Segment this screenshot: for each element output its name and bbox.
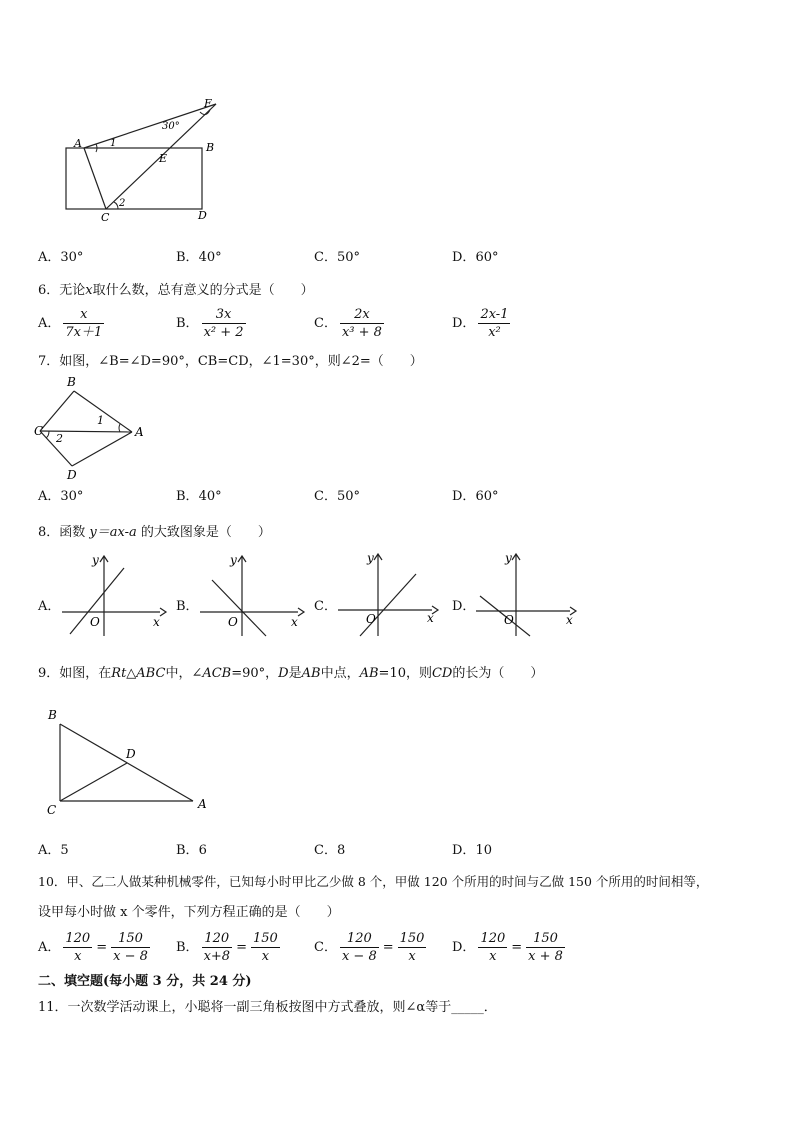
q8-d-origin-label: O (504, 613, 514, 627)
q7-line-ca (40, 431, 132, 432)
q5-label-angle30: 30° (162, 121, 180, 132)
q5-option-c: C．50° (314, 250, 360, 265)
q5-figure (60, 92, 230, 227)
q8-b-origin-label: O (228, 615, 238, 629)
q8-b-function-line (212, 580, 266, 636)
q7-label-angle1: 1 (97, 414, 104, 427)
q7-line-cb (40, 391, 74, 431)
q10-stem-line2: 设甲每小时做 x 个零件，下列方程正确的是（ ） (38, 905, 340, 920)
q6-option-c: C． $\frac{2x}{\text{x³ + 8}}$ (314, 307, 382, 340)
q8-c-x-label: x (427, 611, 434, 625)
q7-option-a: A．30° (38, 489, 84, 504)
q8-graph-c (336, 548, 446, 638)
q8-d-y-label: y (505, 551, 512, 565)
q8-option-b-label: B． (176, 599, 199, 614)
q8-graph-a (60, 550, 170, 638)
q6-option-b: B． $\frac{3x}{\text{x² + 2}}$ (176, 307, 244, 340)
q8-c-origin-label: O (366, 612, 376, 626)
q10-stem-line1: 10．甲、乙二人做某种机械零件，已知每小时甲比乙少做 8 个，甲做 120 个所用的时间与乙做 150 个所用的时间相等， (38, 874, 709, 889)
q5-label-c: C (101, 211, 110, 224)
q5-label-d: D (198, 209, 207, 222)
q9-option-c: C．8 (314, 843, 346, 858)
q8-option-c-label: C． (314, 599, 337, 614)
q5-option-b: B．40° (176, 250, 222, 265)
q8-a-y-label: y (92, 553, 99, 567)
q9-label-c: C (47, 803, 57, 817)
q9-stem: 9．如图，在Rt△ABC中，∠ACB=90°，D是AB中点，AB=10，则CD的长为（ ） (38, 666, 544, 681)
q10-option-d: D． $\frac{120}{x}$ = $\frac{150}{x + 8}$ (452, 931, 563, 964)
q7-angle2-arc (46, 431, 49, 438)
q9-label-d: D (126, 747, 136, 761)
q7-line-da (72, 432, 132, 466)
q5-label-e: E (159, 152, 168, 165)
q8-stem: 8．函数 y＝ax-a 的大致图象是（ ） (38, 525, 271, 540)
q9-label-a: A (198, 797, 207, 811)
q7-angle1-arc (119, 424, 120, 432)
q5-label-f: F (204, 97, 212, 110)
q5-line-ac (84, 148, 106, 209)
q6-option-a: A． $\frac{x}{7x+1}$ (38, 307, 103, 340)
q9-label-b: B (48, 708, 57, 722)
section2-title: 二、填空题(每小题 3 分，共 24 分) (38, 974, 252, 989)
q5-rectangle (66, 148, 202, 209)
q8-b-y-label: y (230, 553, 237, 567)
q10-option-a: A． $\frac{120}{x}$ = $\frac{150}{x - 8}$ (38, 931, 148, 964)
q6-stem: 6．无论x取什么数，总有意义的分式是（ ） (38, 283, 314, 298)
q7-label-angle2: 2 (56, 432, 63, 445)
q7-option-c: C．50° (314, 489, 360, 504)
q9-figure (44, 706, 214, 818)
q7-label-a: A (135, 425, 144, 439)
q5-label-angle1: 1 (110, 138, 117, 149)
q9-option-a: A．5 (38, 843, 69, 858)
q5-option-a: A．30° (38, 250, 84, 265)
q8-graph-b (198, 550, 308, 638)
q5-option-d: D．60° (452, 250, 499, 265)
q9-option-d: D．10 (452, 843, 492, 858)
q7-label-c: C (34, 424, 44, 438)
q7-option-b: B．40° (176, 489, 222, 504)
q10-option-c: C． $\frac{120}{x - 8}$ = $\frac{150}{x}$ (314, 931, 425, 964)
q9-line-cd (60, 763, 127, 801)
q8-a-origin-label: O (90, 615, 100, 629)
q8-c-y-label: y (367, 551, 374, 565)
q11-stem: 11．一次数学活动课上，小聪将一副三角板按图中方式叠放，则∠α等于_____． (38, 1000, 497, 1015)
q8-option-d-label: D． (452, 599, 476, 614)
q10-option-b: B． $\frac{120}{x+8}$ = $\frac{150}{x}$ (176, 931, 278, 964)
q5-label-a: A (74, 137, 82, 150)
q5-line-af (84, 104, 216, 148)
q8-c-function-line (360, 574, 416, 636)
q7-stem: 7．如图，∠B=∠D=90°，CB=CD，∠1=30°，则∠2=（ ） (38, 354, 423, 369)
q7-label-b: B (67, 375, 76, 389)
q7-option-d: D．60° (452, 489, 499, 504)
q7-label-d: D (67, 468, 77, 482)
q5-label-b: B (206, 141, 215, 154)
q8-b-x-label: x (291, 615, 298, 629)
q8-option-a-label: A． (38, 599, 61, 614)
q5-label-angle2: 2 (119, 198, 126, 209)
q8-graph-d (474, 548, 584, 638)
q7-figure (34, 374, 146, 482)
q8-a-x-label: x (153, 615, 160, 629)
q6-option-d: D． $\frac{2x-1}{\text{x²}}$ (452, 307, 509, 340)
q5-angle2-arc (114, 202, 118, 209)
q9-option-b: B．6 (176, 843, 207, 858)
q8-d-x-label: x (566, 613, 573, 627)
